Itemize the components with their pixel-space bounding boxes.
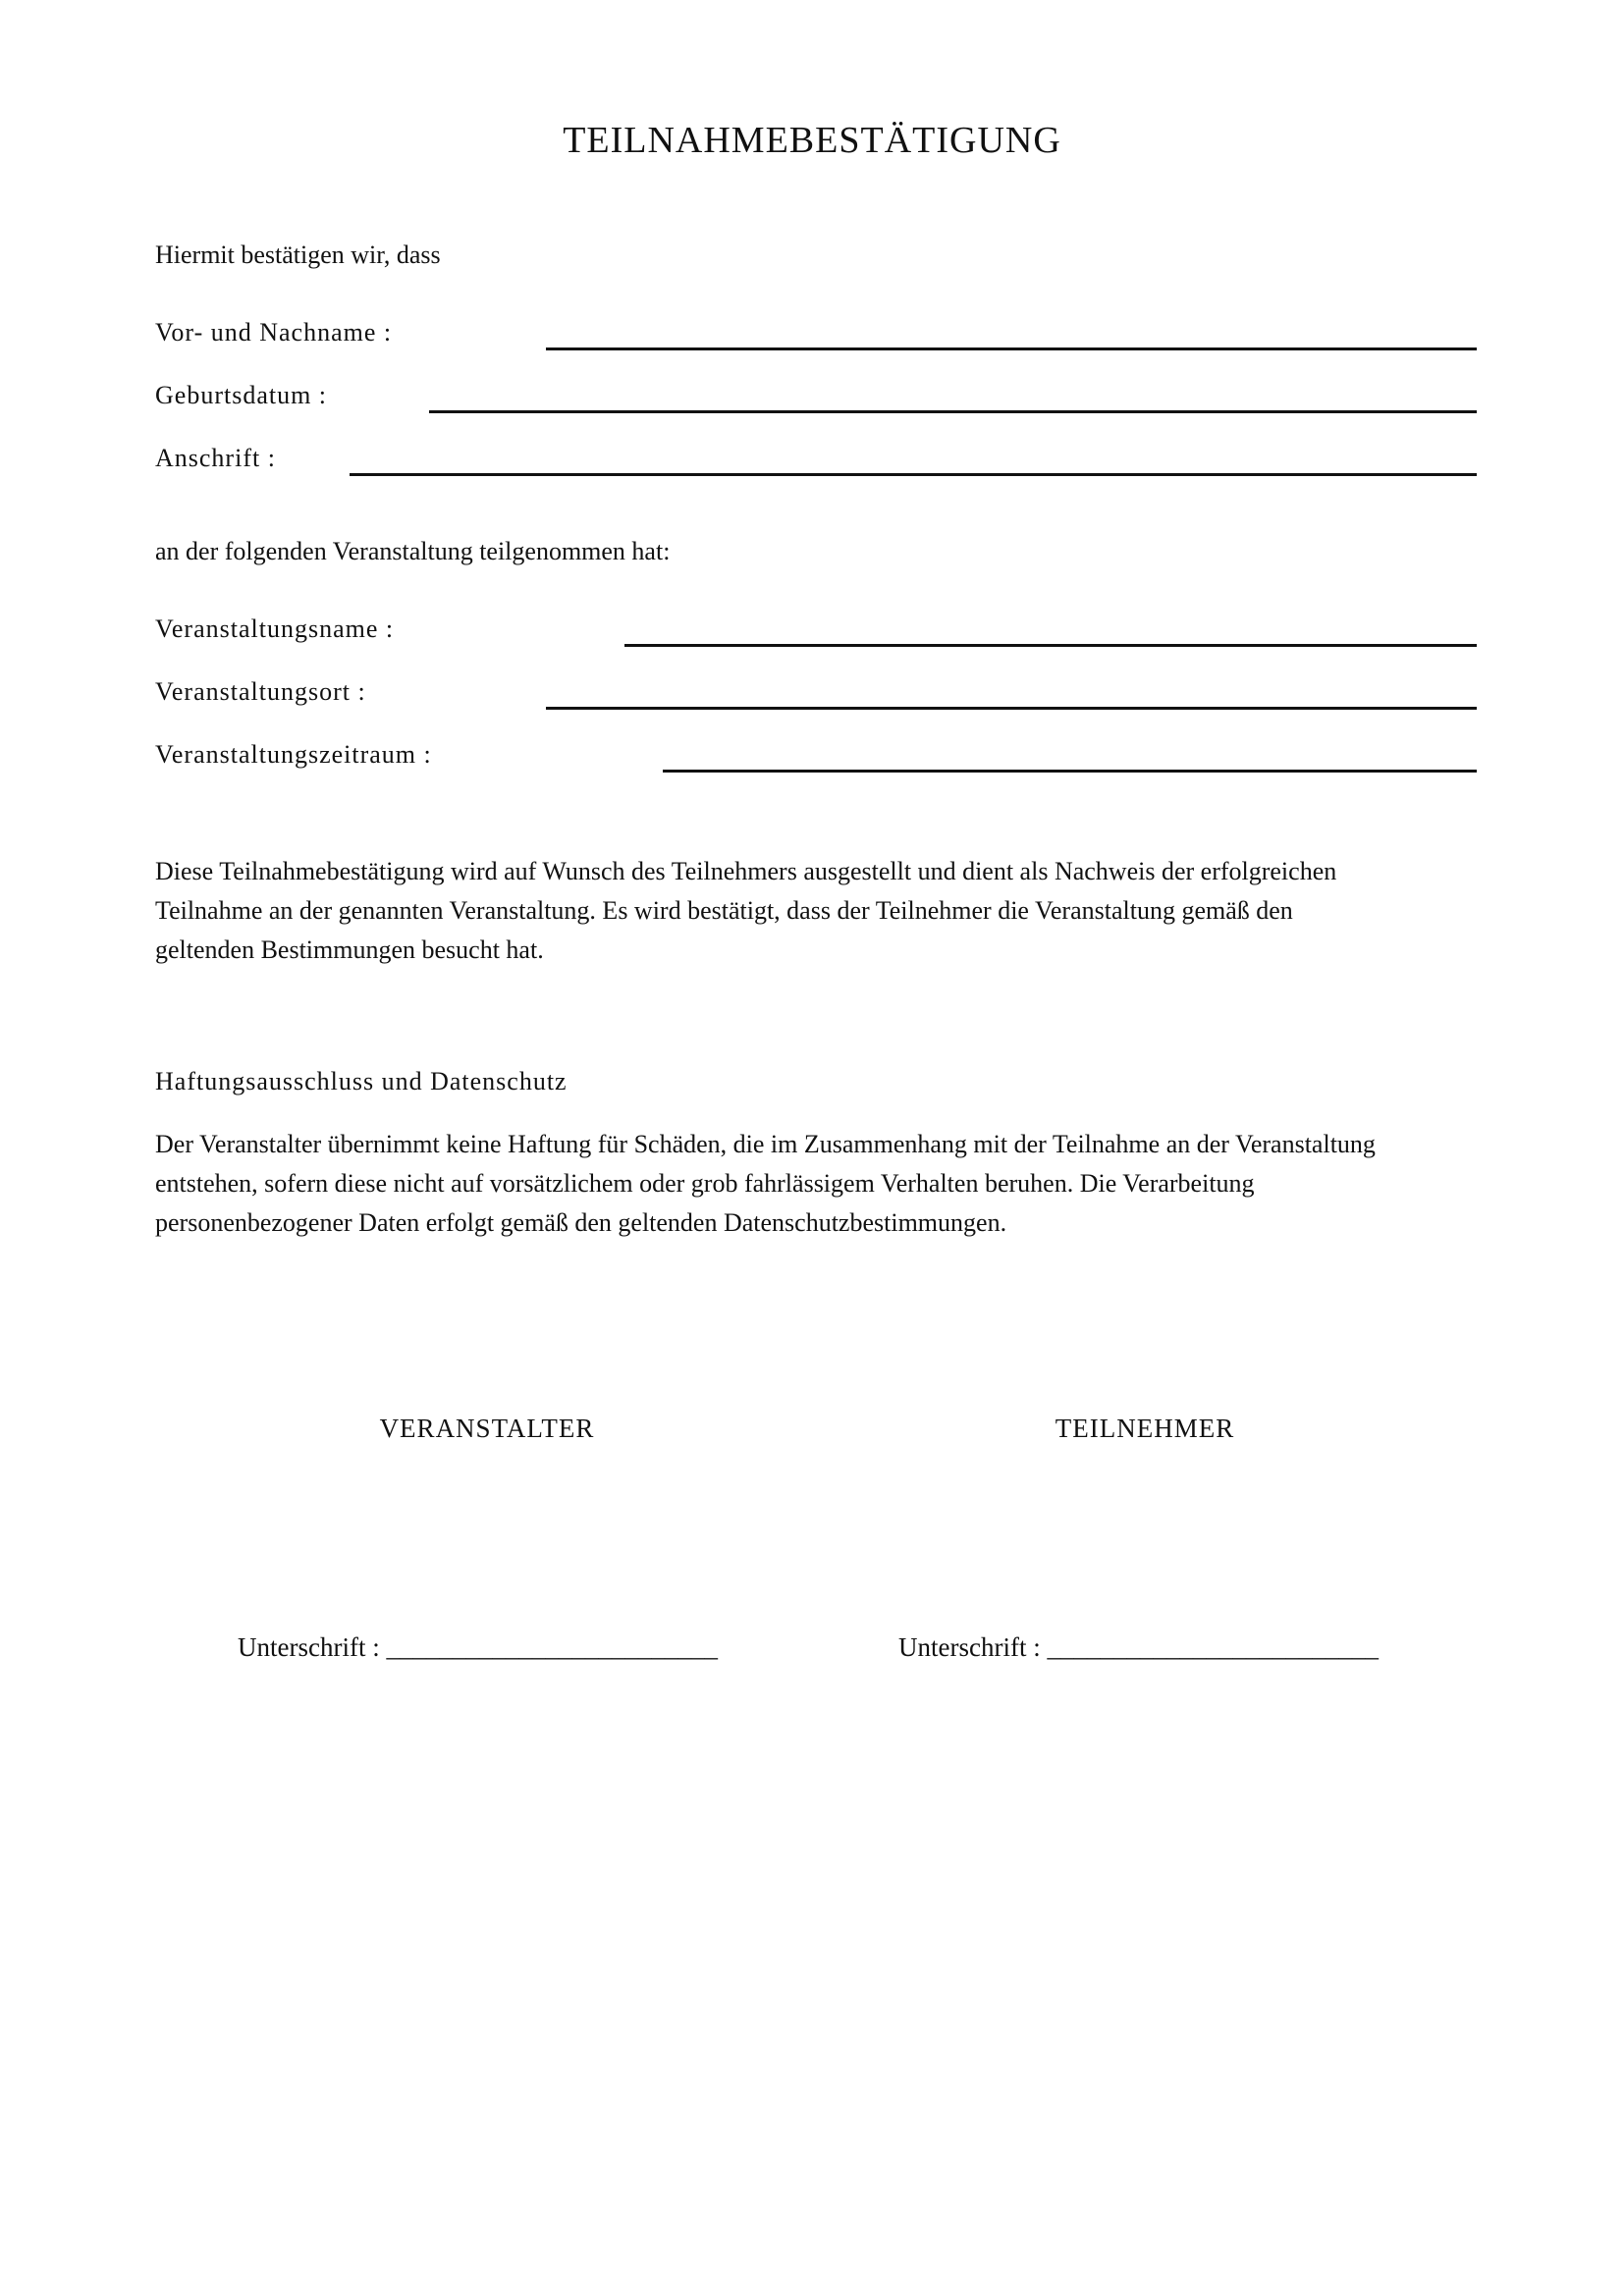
address-field-line[interactable] xyxy=(350,473,1477,476)
event-location-label: Veranstaltungsort : xyxy=(155,677,366,706)
address-label: Anschrift : xyxy=(155,444,276,472)
event-location-field-line[interactable] xyxy=(546,707,1477,710)
disclaimer-line: personenbezogener Daten erfolgt gemäß den geltenden Datenschutzbestimmungen. xyxy=(155,1208,1007,1237)
full-name-field-line[interactable] xyxy=(546,347,1477,350)
disclaimer-line: Der Veranstalter übernimmt keine Haftung für Schäden, die im Zusammenhang mit der Teilnahme an der Veranstaltung xyxy=(155,1130,1376,1158)
organizer-heading: VERANSTALTER xyxy=(379,1414,595,1443)
confirmation-line: Diese Teilnahmebestätigung wird auf Wunsch des Teilnehmers ausgestellt und dient als Nachweis der erfolgreichen xyxy=(155,857,1337,885)
disclaimer-line: entstehen, sofern diese nicht auf vorsätzlichem oder grob fahrlässigem Verhalten beruhen. Die Verarbeitung xyxy=(155,1169,1255,1198)
birth-date-field-line[interactable] xyxy=(429,410,1477,413)
organizer-signature-line[interactable]: Unterschrift : _________________________ xyxy=(238,1632,718,1662)
confirmation-line: geltenden Bestimmungen besucht hat. xyxy=(155,935,544,964)
intro-text: Hiermit bestätigen wir, dass xyxy=(155,240,441,269)
confirmation-line: Teilnahme an der genannten Veranstaltung. Es wird bestätigt, dass der Teilnehmer die Veranstaltung gemäß den xyxy=(155,896,1293,925)
participant-heading: TEILNEHMER xyxy=(1055,1414,1235,1443)
event-intro-text: an der folgenden Veranstaltung teilgenommen hat: xyxy=(155,537,671,565)
participant-signature-line[interactable]: Unterschrift : _________________________ xyxy=(898,1632,1379,1662)
full-name-label: Vor- und Nachname : xyxy=(155,318,393,347)
event-period-field-line[interactable] xyxy=(663,770,1477,773)
disclaimer-heading: Haftungsausschluss und Datenschutz xyxy=(155,1067,568,1095)
confirmation-paragraph xyxy=(155,852,1490,970)
event-period-label: Veranstaltungszeitraum : xyxy=(155,740,432,769)
document-title: TEILNAHMEBESTÄTIGUNG xyxy=(563,120,1061,161)
event-name-field-line[interactable] xyxy=(624,644,1477,647)
event-name-label: Veranstaltungsname : xyxy=(155,614,395,643)
disclaimer-paragraph xyxy=(155,1125,1490,1243)
birth-date-label: Geburtsdatum : xyxy=(155,381,328,409)
